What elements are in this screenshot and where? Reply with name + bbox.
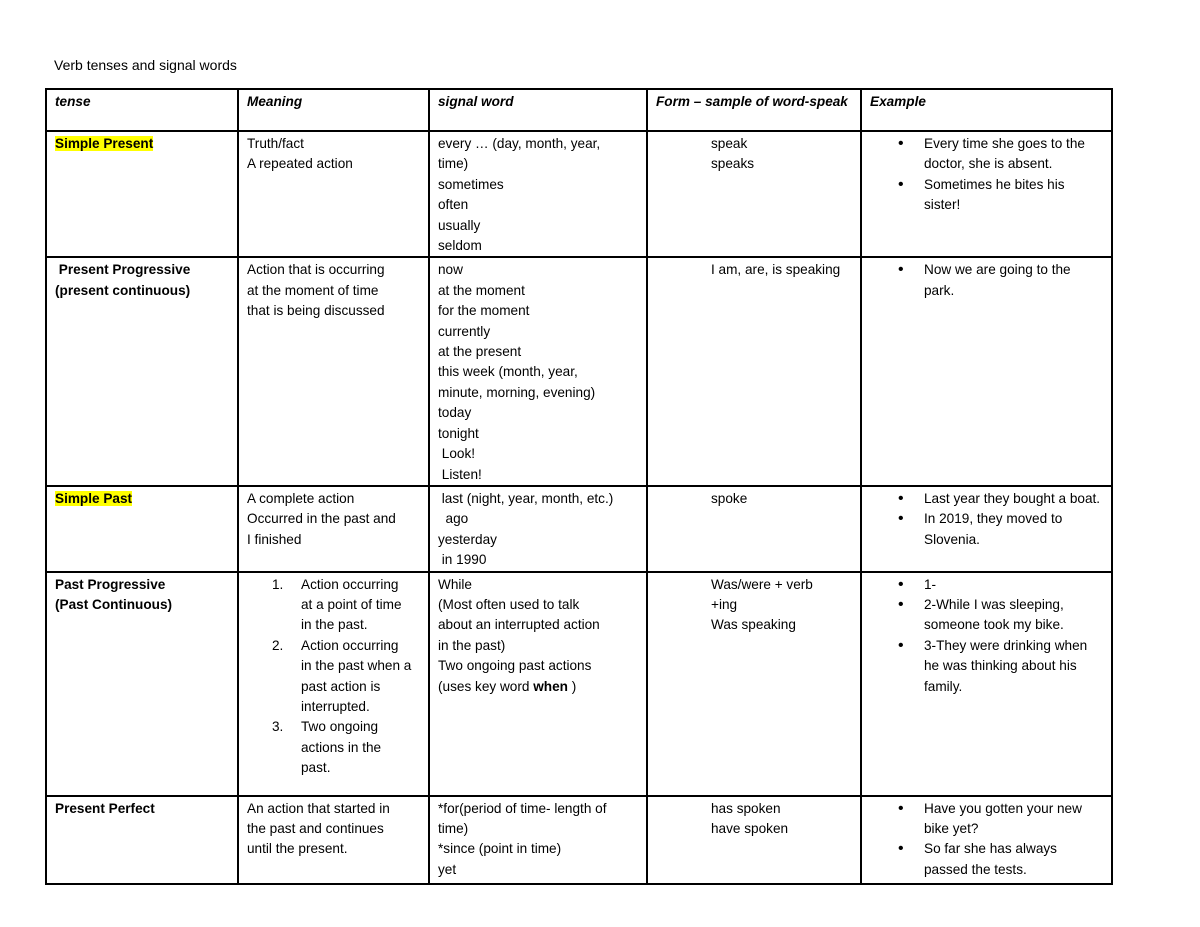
meaning-line: Occurred in the past and (247, 511, 396, 527)
signal-text: ) (567, 678, 577, 694)
example-list (870, 489, 1103, 550)
meaning-cell (238, 131, 429, 257)
signal-line: minute, morning, evening) (438, 384, 596, 400)
signal-line: usually (438, 217, 481, 233)
tense-line: Past Progressive (55, 576, 166, 592)
signal-line: in the past) (438, 637, 506, 653)
example-cell (861, 796, 1112, 884)
table-row (46, 131, 1112, 257)
example-item: • Now we are going to the park. (870, 260, 1103, 301)
form-line: spoke (711, 490, 748, 506)
signal-line: Two ongoing past actions (438, 658, 592, 674)
meaning-line: A repeated action (247, 156, 353, 172)
tense-highlight: Simple Present (55, 136, 154, 151)
signal-line: for the moment (438, 303, 530, 319)
page-title: Verb tenses and signal words (54, 57, 237, 73)
example-cell (861, 572, 1112, 796)
header-row (46, 89, 1112, 131)
signal-line: time) (438, 820, 469, 836)
example-item: • 2-While I was sleeping, someone took my bike. (870, 595, 1103, 636)
tense-cell (46, 131, 238, 257)
signal-line: time) (438, 156, 469, 172)
form-cell (647, 131, 861, 257)
form-line: Was/were + verb (711, 576, 813, 592)
meaning-cell (238, 486, 429, 572)
form-line: speaks (711, 156, 755, 172)
table-row (46, 257, 1112, 485)
tense-line: (Past Continuous) (55, 596, 173, 612)
meaning-list (247, 575, 420, 779)
signal-line: today (438, 405, 472, 421)
meaning-line: Truth/fact (247, 136, 304, 151)
signal-line: Listen! (438, 466, 482, 482)
signal-line: now (438, 262, 463, 278)
example-list (870, 260, 1103, 301)
table-row (46, 796, 1112, 884)
tense-line: Present Perfect (55, 800, 155, 816)
signal-cell (429, 257, 647, 485)
header-meaning: Meaning (238, 89, 429, 131)
signal-cell (429, 131, 647, 257)
signal-line: (Most often used to talk (438, 596, 580, 612)
header-example: Example (861, 89, 1112, 131)
signal-line: yesterday (438, 531, 497, 547)
meaning-line: I finished (247, 531, 302, 547)
meaning-item: 3. Two ongoing actions in the past. (272, 719, 382, 776)
form-line: I am, are, is speaking (711, 262, 841, 278)
signal-cell (429, 572, 647, 796)
verb-tenses-table (45, 88, 1113, 885)
example-item: • 3-They were drinking when he was thinking about his family. (870, 636, 1103, 697)
signal-line: at the moment (438, 282, 525, 298)
meaning-cell (238, 572, 429, 796)
example-cell (861, 257, 1112, 485)
meaning-line: that is being discussed (247, 303, 385, 319)
meaning-line: the past and continues (247, 820, 384, 836)
signal-line: every … (day, month, year, (438, 136, 601, 151)
signal-line: *for(period of time- length of (438, 800, 607, 816)
signal-line: often (438, 197, 469, 213)
example-item: • Last year they bought a boat. (870, 489, 1103, 509)
tense-line: Present Progressive (55, 262, 191, 278)
signal-line: last (night, year, month, etc.) (438, 490, 614, 506)
form-cell (647, 572, 861, 796)
header-tense: tense (46, 89, 238, 131)
meaning-line: until the present. (247, 841, 348, 857)
signal-line: currently (438, 323, 491, 339)
signal-line: Look! (438, 446, 476, 462)
signal-line: sometimes (438, 176, 504, 192)
signal-cell (429, 796, 647, 884)
tense-cell (46, 257, 238, 485)
meaning-item-text: Action occurring in the past when a past action is interrupted. (301, 637, 412, 714)
meaning-line: An action that started in (247, 800, 390, 816)
meaning-item-text: Two ongoing actions in the past. (301, 719, 382, 776)
signal-keyword: when (533, 678, 568, 694)
example-item: • Sometimes he bites his sister! (870, 175, 1103, 216)
meaning-cell (238, 257, 429, 485)
example-item: • Every time she goes to the doctor, she is absent. (870, 134, 1103, 175)
tense-cell (46, 486, 238, 572)
tense-cell (46, 796, 238, 884)
meaning-item: 2. Action occurring in the past when a past action is interrupted. (272, 637, 412, 714)
example-cell (861, 486, 1112, 572)
tense-highlight: Simple Past (55, 490, 133, 506)
signal-cell (429, 486, 647, 572)
signal-line: this week (month, year, (438, 364, 578, 380)
form-cell (647, 796, 861, 884)
meaning-line: Action that is occurring (247, 262, 385, 278)
signal-line: about an interrupted action (438, 617, 600, 633)
table-row (46, 572, 1112, 796)
form-line: +ing (711, 596, 738, 612)
form-cell (647, 257, 861, 485)
signal-line: *since (point in time) (438, 841, 562, 857)
form-cell (647, 486, 861, 572)
meaning-cell (238, 796, 429, 884)
example-item: • In 2019, they moved to Slovenia. (870, 509, 1103, 550)
signal-line: ago (438, 511, 469, 527)
signal-line: in 1990 (438, 552, 487, 568)
example-list (870, 575, 1103, 697)
example-item: • So far she has always passed the tests. (870, 839, 1103, 880)
signal-line: seldom (438, 238, 482, 254)
signal-line: yet (438, 861, 457, 877)
header-signal-word: signal word (429, 89, 647, 131)
form-line: Was speaking (711, 617, 796, 633)
tense-cell (46, 572, 238, 796)
signal-line: tonight (438, 425, 479, 441)
signal-line (438, 677, 638, 697)
form-line: speak (711, 136, 748, 151)
table-row (46, 486, 1112, 572)
form-line: have spoken (711, 820, 789, 836)
example-item: • Have you gotten your new bike yet? (870, 799, 1103, 840)
meaning-line: A complete action (247, 490, 355, 506)
signal-text: (uses key word (438, 678, 534, 694)
example-list (870, 799, 1103, 881)
tense-line: (present continuous) (55, 282, 191, 298)
example-cell (861, 131, 1112, 257)
example-item: • 1- (870, 575, 1103, 595)
meaning-line: at the moment of time (247, 282, 379, 298)
form-line: has spoken (711, 800, 781, 816)
signal-line: at the present (438, 344, 522, 360)
example-list (870, 134, 1103, 216)
meaning-item: 1. Action occurring at a point of time in the past. (272, 576, 402, 633)
header-form: Form – sample of word-speak (647, 89, 861, 131)
meaning-item-text: Action occurring at a point of time in the past. (301, 576, 402, 633)
signal-line: While (438, 576, 472, 592)
